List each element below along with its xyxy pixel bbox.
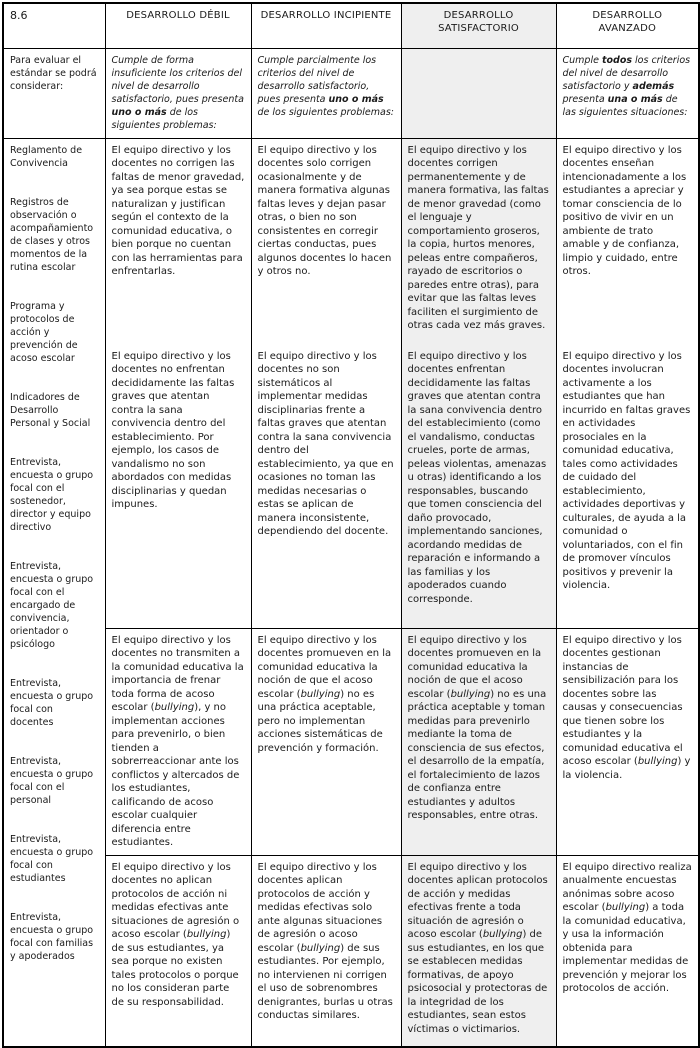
evidence-item: Entrevista, encuesta o grupo focal con el sostenedor, director y equipo directivo [10, 456, 94, 533]
cell-incipiente-row3 [251, 855, 401, 1047]
criterion-paragraph: El equipo directivo y los docentes enseñan intencionadamente a los estudiantes a apreciar y tomar consciencia de lo positivo de vivir en un ambiente de trato amable y de confianza, limpio y cuidado, entre otros. [562, 144, 687, 277]
cell-incipiente-row2 [251, 628, 401, 855]
evidence-item: Programa y protocolos de acción y prevención de acoso escolar [10, 300, 78, 364]
evidence-item: Entrevista, encuesta o grupo focal con el encargado de convivencia, orientador o psicólogo [10, 560, 94, 650]
evaluation-note: Para evaluar el estándar se podrá considerar: [3, 48, 105, 138]
evidence-item: Entrevista, encuesta o grupo focal con docentes [10, 677, 94, 728]
criterion-paragraph: El equipo directivo y los docentes involucran activamente a los estudiantes que han incurrido en faltas graves en actividades prosociales en la comunidad educativa, tales como actividades de cuidado del establecimiento, actividades deportivas y culturales, de ayuda a la comunidad o voluntariados, con el fin de promover vínculos positivos y prevenir la violencia. [562, 350, 691, 591]
evidence-item: Registros de observación o acompañamiento de clases y otros momentos de la rutina escolar [10, 196, 94, 273]
descriptor-satisfactorio [401, 48, 556, 138]
evidence-item: Indicadores de Desarrollo Personal y Social [10, 391, 91, 429]
criterion-paragraph: El equipo directivo y los docentes solo corrigen ocasionalmente y de manera formativa algunas faltas leves y dejan pasar otras, o bien no son consistentes en corregir ciertas conductas, pues algunos docentes lo hacen y otros no. [257, 144, 392, 277]
cell-debil-row3 [105, 855, 251, 1047]
column-header-debil: DESARROLLO DÉBIL [105, 3, 251, 48]
cell-avanzado-row1 [556, 138, 699, 628]
evidence-item: Entrevista, encuesta o grupo focal con estudiantes [10, 833, 94, 884]
descriptor-incipiente: Cumple parcialmente los criterios del nivel de desarrollo satisfactorio, pues presenta uno o más de los siguientes problemas: [251, 48, 401, 138]
cell-incipiente-row1 [251, 138, 401, 628]
cell-debil-row2 [105, 628, 251, 855]
standard-code: 8.6 [3, 3, 105, 48]
criterion-paragraph: El equipo directivo y los docentes aplican protocolos de acción y medidas efectivas frente a toda situación de agresión o acoso escolar (bullying) de sus estudiantes, en los que se establecen medidas formativas, de apoyo psicosocial y protectoras de la integridad de los estudiantes, sean estos víctimas o victimarios. [407, 861, 548, 1035]
cell-avanzado-row3 [556, 855, 699, 1047]
criterion-paragraph: El equipo directivo y los docentes promueven en la comunidad educativa la noción de que el acoso escolar (bullying) no es una práctica aceptable, pero no implementan acciones sistemáticas de prevención y formación. [257, 634, 392, 754]
column-header-avanzado: DESARROLLO AVANZADO [556, 3, 699, 48]
criterion-paragraph: El equipo directivo y los docentes no corrigen las faltas de menor gravedad, ya sea porque estas se naturalizan y justifican según el contexto de la comunidad educativa, o bien porque no cuentan con las herramientas para enfrentarlas. [111, 144, 245, 277]
criterion-paragraph: El equipo directivo y los docentes gestionan instancias de sensibilización para los docentes sobre las causas y consecuencias que tienen sobre los estudiantes y la comunidad educativa el acoso escolar (bullying) y la violencia. [562, 634, 691, 781]
column-header-incipiente: DESARROLLO INCIPIENTE [251, 3, 401, 48]
criterion-paragraph: El equipo directivo y los docentes enfrentan decididamente las faltas graves que atentan contra la sana convivencia dentro del establecimiento (como el vandalismo, conductas crueles, porte de armas, peleas violentas, amenazas u otras) identificando a los responsables, buscando que tomen consciencia del daño provocado, implementando sanciones, acordando medidas de reparación e informando a las familias y los apoderados cuando corresponde. [407, 350, 547, 605]
cell-debil-row1 [105, 138, 251, 628]
standard-rubric-table [2, 2, 700, 1048]
criterion-paragraph: El equipo directivo y los docentes no son sistemáticos al implementar medidas disciplinarias frente a faltas graves que atentan contra la sana convivencia dentro del establecimiento, ya que en ocasiones no toman las medidas necesarias o estas se aplican de manera inconsistente, dependiendo del docente. [257, 350, 394, 537]
criterion-paragraph: El equipo directivo y los docentes promueven en la comunidad educativa la noción de que el acoso escolar (bullying) no es una práctica aceptable y toman medidas para prevenirlo mediante la toma de consciencia de sus efectos, el desarrollo de la empatía, el fortalecimiento de lazos de confianza entre estudiantes y adultos responsables, entre otras. [407, 634, 547, 821]
column-header-satisfactorio: DESARROLLO SATISFACTORIO [401, 3, 556, 48]
criterion-paragraph: El equipo directivo y los docentes no aplican protocolos de acción ni medidas efectivas ante situaciones de agresión o acoso escolar (bullying) de sus estudiantes, ya sea porque no existen tales protocolos o porque no los consideran parte de su responsabilidad. [111, 861, 240, 1008]
criterion-paragraph: El equipo directivo y los docentes no transmiten a la comunidad educativa la importancia de frenar toda forma de acoso escolar (bullying), y no implementan acciones para prevenirlo, o bien tienden a sobrerreaccionar ante los conflictos y altercados de los estudiantes, calificando de acoso escolar cualquier diferencia entre estudiantes. [111, 634, 244, 848]
evidence-item: Entrevista, encuesta o grupo focal con familias y apoderados [10, 911, 94, 962]
criterion-paragraph: El equipo directivo y los docentes no enfrentan decididamente las faltas graves que atentan contra la sana convivencia dentro del establecimiento. Por ejemplo, los casos de vandalismo no son abordados con medidas disciplinarias y quedan impunes. [111, 350, 235, 510]
cell-avanzado-row2 [556, 628, 699, 855]
cell-satisfactorio-row1 [401, 138, 556, 628]
criterion-paragraph: El equipo directivo y los docentes corrigen permanentemente y de manera formativa, las faltas de menor gravedad (como el lenguaje y comportamiento groseros, la copia, hurtos menores, peleas entre compañeros, rayado de escritorios o paredes entre otras), para evitar que las faltas leves faciliten el surgimiento de otras cada vez más graves. [407, 144, 549, 331]
evidence-item: Entrevista, encuesta o grupo focal con el personal [10, 755, 94, 806]
evidence-item: Reglamento de Convivencia [10, 144, 83, 169]
criterion-paragraph: El equipo directivo y los docentes aplican protocolos de acción y medidas efectivas solo ante algunas situaciones de agresión o acoso escolar (bullying) de sus estudiantes. Por ejemplo, no intervienen ni corrigen el uso de sobrenombres denigrantes, burlas u otras conductas similares. [257, 861, 393, 1021]
descriptor-avanzado: Cumple todos los criterios del nivel de desarrollo satisfactorio y además presenta una o más de las siguientes situaciones: [556, 48, 699, 138]
criterion-paragraph: El equipo directivo realiza anualmente encuestas anónimas sobre acoso escolar (bullying) a toda la comunidad educativa, y usa la información obtenida para implementar medidas de prevención y mejorar los protocolos de acción. [562, 861, 692, 994]
descriptor-debil: Cumple de forma insuficiente los criterios del nivel de desarrollo satisfactorio, pues presenta uno o más de los siguientes problemas: [105, 48, 251, 138]
evidence-sources-cell [3, 138, 105, 1047]
cell-satisfactorio-row2 [401, 628, 556, 855]
cell-satisfactorio-row3 [401, 855, 556, 1047]
